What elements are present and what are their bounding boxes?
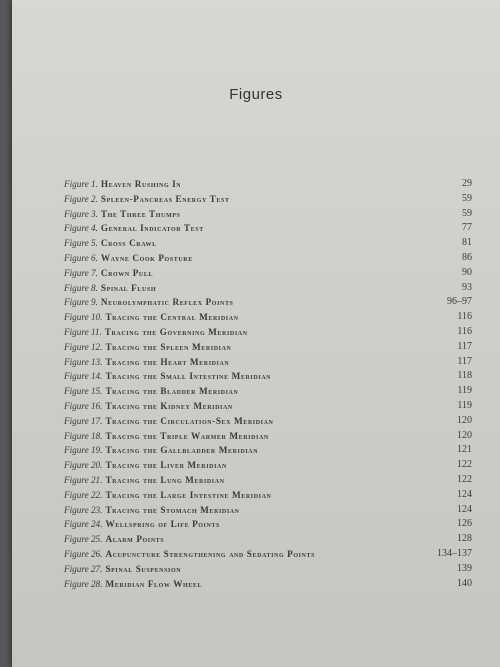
figure-number: Figure 5. — [64, 238, 98, 249]
figure-page-number: 126 — [457, 518, 472, 530]
figure-page-number: 77 — [462, 222, 472, 234]
figure-page-number: 117 — [457, 355, 472, 367]
figure-entry — [64, 399, 484, 414]
figure-entry — [64, 414, 484, 429]
figure-page-number: 29 — [462, 178, 472, 189]
figure-number: Figure 6. — [64, 252, 98, 263]
figure-page-number: 120 — [457, 414, 472, 426]
figure-title: Tracing the Gallbladder Meridian — [105, 445, 259, 456]
figure-entry — [64, 325, 484, 340]
figure-title: Tracing the Governing Meridian — [104, 326, 248, 337]
page-title: Figures — [229, 86, 283, 103]
figure-page-number: 124 — [457, 503, 472, 515]
figure-page-number: 116 — [457, 325, 472, 337]
figure-title: Crown Pull — [100, 267, 154, 278]
figure-page-number: 93 — [462, 281, 472, 293]
figure-list — [64, 177, 484, 591]
figure-page-number: 140 — [457, 577, 472, 589]
figure-title: Spleen-Pancreas Energy Test — [100, 193, 230, 204]
figure-number: Figure 19. — [64, 445, 103, 456]
figure-title: Cross Crawl — [100, 238, 157, 249]
figure-page-number: 119 — [457, 385, 472, 397]
figure-entry — [64, 532, 484, 547]
figure-number: Figure 11. — [64, 326, 102, 337]
figure-number: Figure 2. — [64, 193, 98, 204]
figure-page-number: 96–97 — [447, 296, 472, 308]
figure-entry — [64, 384, 484, 399]
figure-page-number: 134–137 — [437, 547, 472, 559]
figure-title: Tracing the Kidney Meridian — [105, 400, 233, 411]
figure-title: Spinal Suspension — [105, 563, 182, 574]
figure-entry — [64, 473, 484, 488]
figure-entry — [64, 443, 484, 458]
figure-number: Figure 3. — [64, 208, 98, 219]
figure-title: Tracing the Small Intestine Meridian — [105, 371, 272, 382]
figure-number: Figure 23. — [64, 504, 103, 515]
figure-number: Figure 22. — [64, 489, 103, 500]
figure-page-number: 120 — [457, 429, 472, 441]
figure-title: Tracing the Lung Meridian — [105, 474, 225, 485]
figure-entry — [64, 562, 484, 577]
figure-entry — [64, 369, 484, 384]
figure-title: Acupuncture Strengthening and Sedating Points — [105, 548, 316, 559]
figure-number: Figure 18. — [64, 430, 103, 441]
figure-number: Figure 21. — [64, 474, 103, 485]
figure-page-number: 86 — [462, 251, 472, 263]
figure-title: Meridian Flow Wheel — [105, 578, 203, 589]
figure-page-number: 139 — [457, 562, 472, 574]
figure-title: Tracing the Bladder Meridian — [105, 386, 239, 397]
figure-entry — [64, 547, 484, 562]
figure-title: Tracing the Liver Meridian — [105, 460, 227, 471]
book-page — [12, 0, 500, 667]
figure-entry — [64, 251, 484, 266]
figure-entry — [64, 192, 484, 207]
figure-page-number: 128 — [457, 533, 472, 545]
figure-number: Figure 1. — [64, 179, 98, 189]
figure-title: Tracing the Large Intestine Meridian — [105, 489, 272, 500]
figure-page-number: 116 — [457, 311, 472, 323]
figure-entry — [64, 221, 484, 236]
figure-entry — [64, 577, 484, 592]
figure-number: Figure 15. — [64, 386, 103, 397]
figure-title: Tracing the Triple Warmer Meridian — [105, 430, 269, 441]
figure-number: Figure 10. — [64, 312, 103, 323]
figure-number: Figure 28. — [64, 578, 103, 589]
figure-page-number: 59 — [462, 192, 472, 204]
figure-entry — [64, 236, 484, 251]
figure-entry — [64, 355, 484, 370]
figure-entry — [64, 340, 484, 355]
figure-number: Figure 16. — [64, 400, 103, 411]
figure-title: Tracing the Spleen Meridian — [105, 341, 232, 352]
figure-number: Figure 26. — [64, 548, 103, 559]
figure-page-number: 122 — [457, 459, 472, 471]
figure-title: Wellspring of Life Points — [105, 519, 220, 530]
figure-title: Tracing the Heart Meridian — [105, 356, 230, 367]
figure-number: Figure 7. — [64, 267, 98, 278]
figure-number: Figure 25. — [64, 534, 103, 545]
figure-entry — [64, 503, 484, 518]
figure-title: Heaven Rushing In — [100, 179, 182, 189]
figure-number: Figure 17. — [64, 415, 103, 426]
figure-entry — [64, 281, 484, 296]
figure-number: Figure 14. — [64, 371, 103, 382]
figure-number: Figure 4. — [64, 223, 98, 234]
figure-title: Tracing the Stomach Meridian — [105, 504, 240, 515]
figure-title: Tracing the Central Meridian — [105, 312, 239, 323]
figure-entry — [64, 488, 484, 503]
figure-entry — [64, 517, 484, 532]
figure-page-number: 121 — [457, 444, 472, 456]
figure-page-number: 81 — [462, 237, 472, 249]
figure-entry — [64, 295, 484, 310]
figure-number: Figure 20. — [64, 460, 103, 471]
figure-page-number: 118 — [457, 370, 472, 382]
figure-title: The Three Thumps — [100, 208, 181, 219]
figure-number: Figure 27. — [64, 563, 103, 574]
figure-entry — [64, 310, 484, 325]
figure-page-number: 122 — [457, 473, 472, 485]
figure-page-number: 90 — [462, 266, 472, 278]
figure-title: Alarm Points — [105, 534, 165, 545]
figure-page-number: 124 — [457, 488, 472, 500]
figure-number: Figure 24. — [64, 519, 103, 530]
figure-title: Spinal Flush — [100, 282, 157, 293]
figure-title: Neurolymphatic Reflex Points — [100, 297, 234, 308]
figure-page-number: 117 — [457, 340, 472, 352]
figure-title: Tracing the Circulation-Sex Meridian — [105, 415, 274, 426]
figure-number: Figure 9. — [64, 297, 98, 308]
figure-title: General Indicator Test — [100, 223, 204, 234]
figure-number: Figure 12. — [64, 341, 103, 352]
figure-page-number: 119 — [457, 399, 472, 411]
figure-page-number: 59 — [462, 207, 472, 219]
figure-entry — [64, 458, 484, 473]
figure-entry — [64, 177, 484, 192]
figure-number: Figure 8. — [64, 282, 98, 293]
figure-title: Wayne Cook Posture — [100, 252, 193, 263]
figure-entry — [64, 207, 484, 222]
figure-entry — [64, 266, 484, 281]
figure-entry — [64, 429, 484, 444]
figure-number: Figure 13. — [64, 356, 103, 367]
